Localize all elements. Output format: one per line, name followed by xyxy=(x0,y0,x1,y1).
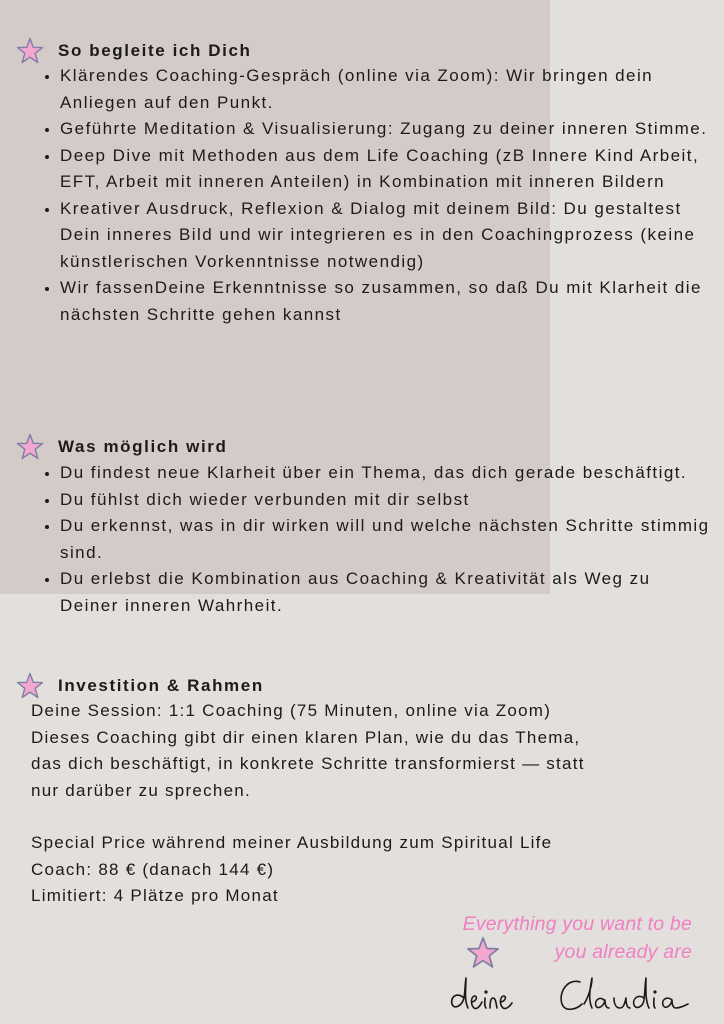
star-icon xyxy=(16,672,44,700)
section-heading-2 xyxy=(16,433,228,461)
list-item: • Wir fassenDeine Erkenntnisse so zusammen, so daß Du mit Klarheit die nächsten Schritte gehen kannst xyxy=(60,275,710,328)
star-icon xyxy=(16,37,44,65)
list-item: • Du fühlst dich wieder verbunden mit dir selbst xyxy=(60,487,710,514)
text-line: Special Price während meiner Ausbildung zum Spiritual Life xyxy=(31,833,553,852)
section-heading-3 xyxy=(16,672,264,700)
text-line: Deine Session: 1:1 Coaching (75 Minuten, online via Zoom) xyxy=(31,701,552,720)
text-line: Dieses Coaching gibt dir einen klaren Plan, wie du das Thema, xyxy=(31,727,581,747)
signature xyxy=(446,968,696,1020)
coaching-steps-list xyxy=(30,63,710,328)
price-paragraph xyxy=(31,830,711,910)
section-heading-text: Was möglich wird xyxy=(58,437,228,456)
text-line: Limitiert: 4 Plätze pro Monat xyxy=(31,886,279,905)
investment-paragraph xyxy=(31,698,711,804)
quote-line: Everything you want to be xyxy=(462,913,692,935)
text-line: das dich beschäftigt, in konkrete Schritte transformierst — statt xyxy=(31,754,585,773)
section-heading-text: So begleite ich Dich xyxy=(58,41,252,60)
list-item: • Geführte Meditation & Visualisierung: Zugang zu deiner inneren Stimme. xyxy=(60,116,710,143)
list-item: • Du findest neue Klarheit über ein Thema, das dich gerade beschäftigt. xyxy=(60,460,710,487)
list-item: • Deep Dive mit Methoden aus dem Life Coaching (zB Innere Kind Arbeit, EFT, Arbeit mit inneren Anteilen) in Kombination mit inneren Bildern xyxy=(60,143,710,196)
section-heading-text: Investition & Rahmen xyxy=(58,676,264,695)
quote-line: you already are xyxy=(554,941,692,963)
list-item: • Klärendes Coaching-Gespräch (online via Zoom): Wir bringen dein Anliegen auf den Punkt. xyxy=(60,63,710,116)
text-line: nur darüber zu sprechen. xyxy=(31,780,251,800)
list-item: • Kreativer Ausdruck, Reflexion & Dialog mit deinem Bild: Du gestaltest Dein inneres Bild und wir integrieren es in den Coachingprozess (keine künstlerischen Vorkenntnisse notwendig) xyxy=(60,196,710,276)
list-item: • Du erlebst die Kombination aus Coaching & Kreativität als Weg zu Deiner inneren Wahrheit. xyxy=(60,566,710,619)
star-icon xyxy=(16,433,44,461)
section-heading-1 xyxy=(16,37,252,65)
text-line: Coach: 88 € (danach 144 €) xyxy=(31,859,275,879)
list-item: • Du erkennst, was in dir wirken will und welche nächsten Schritte stimmig sind. xyxy=(60,513,710,566)
star-icon xyxy=(466,936,500,970)
outcomes-list xyxy=(30,460,710,619)
